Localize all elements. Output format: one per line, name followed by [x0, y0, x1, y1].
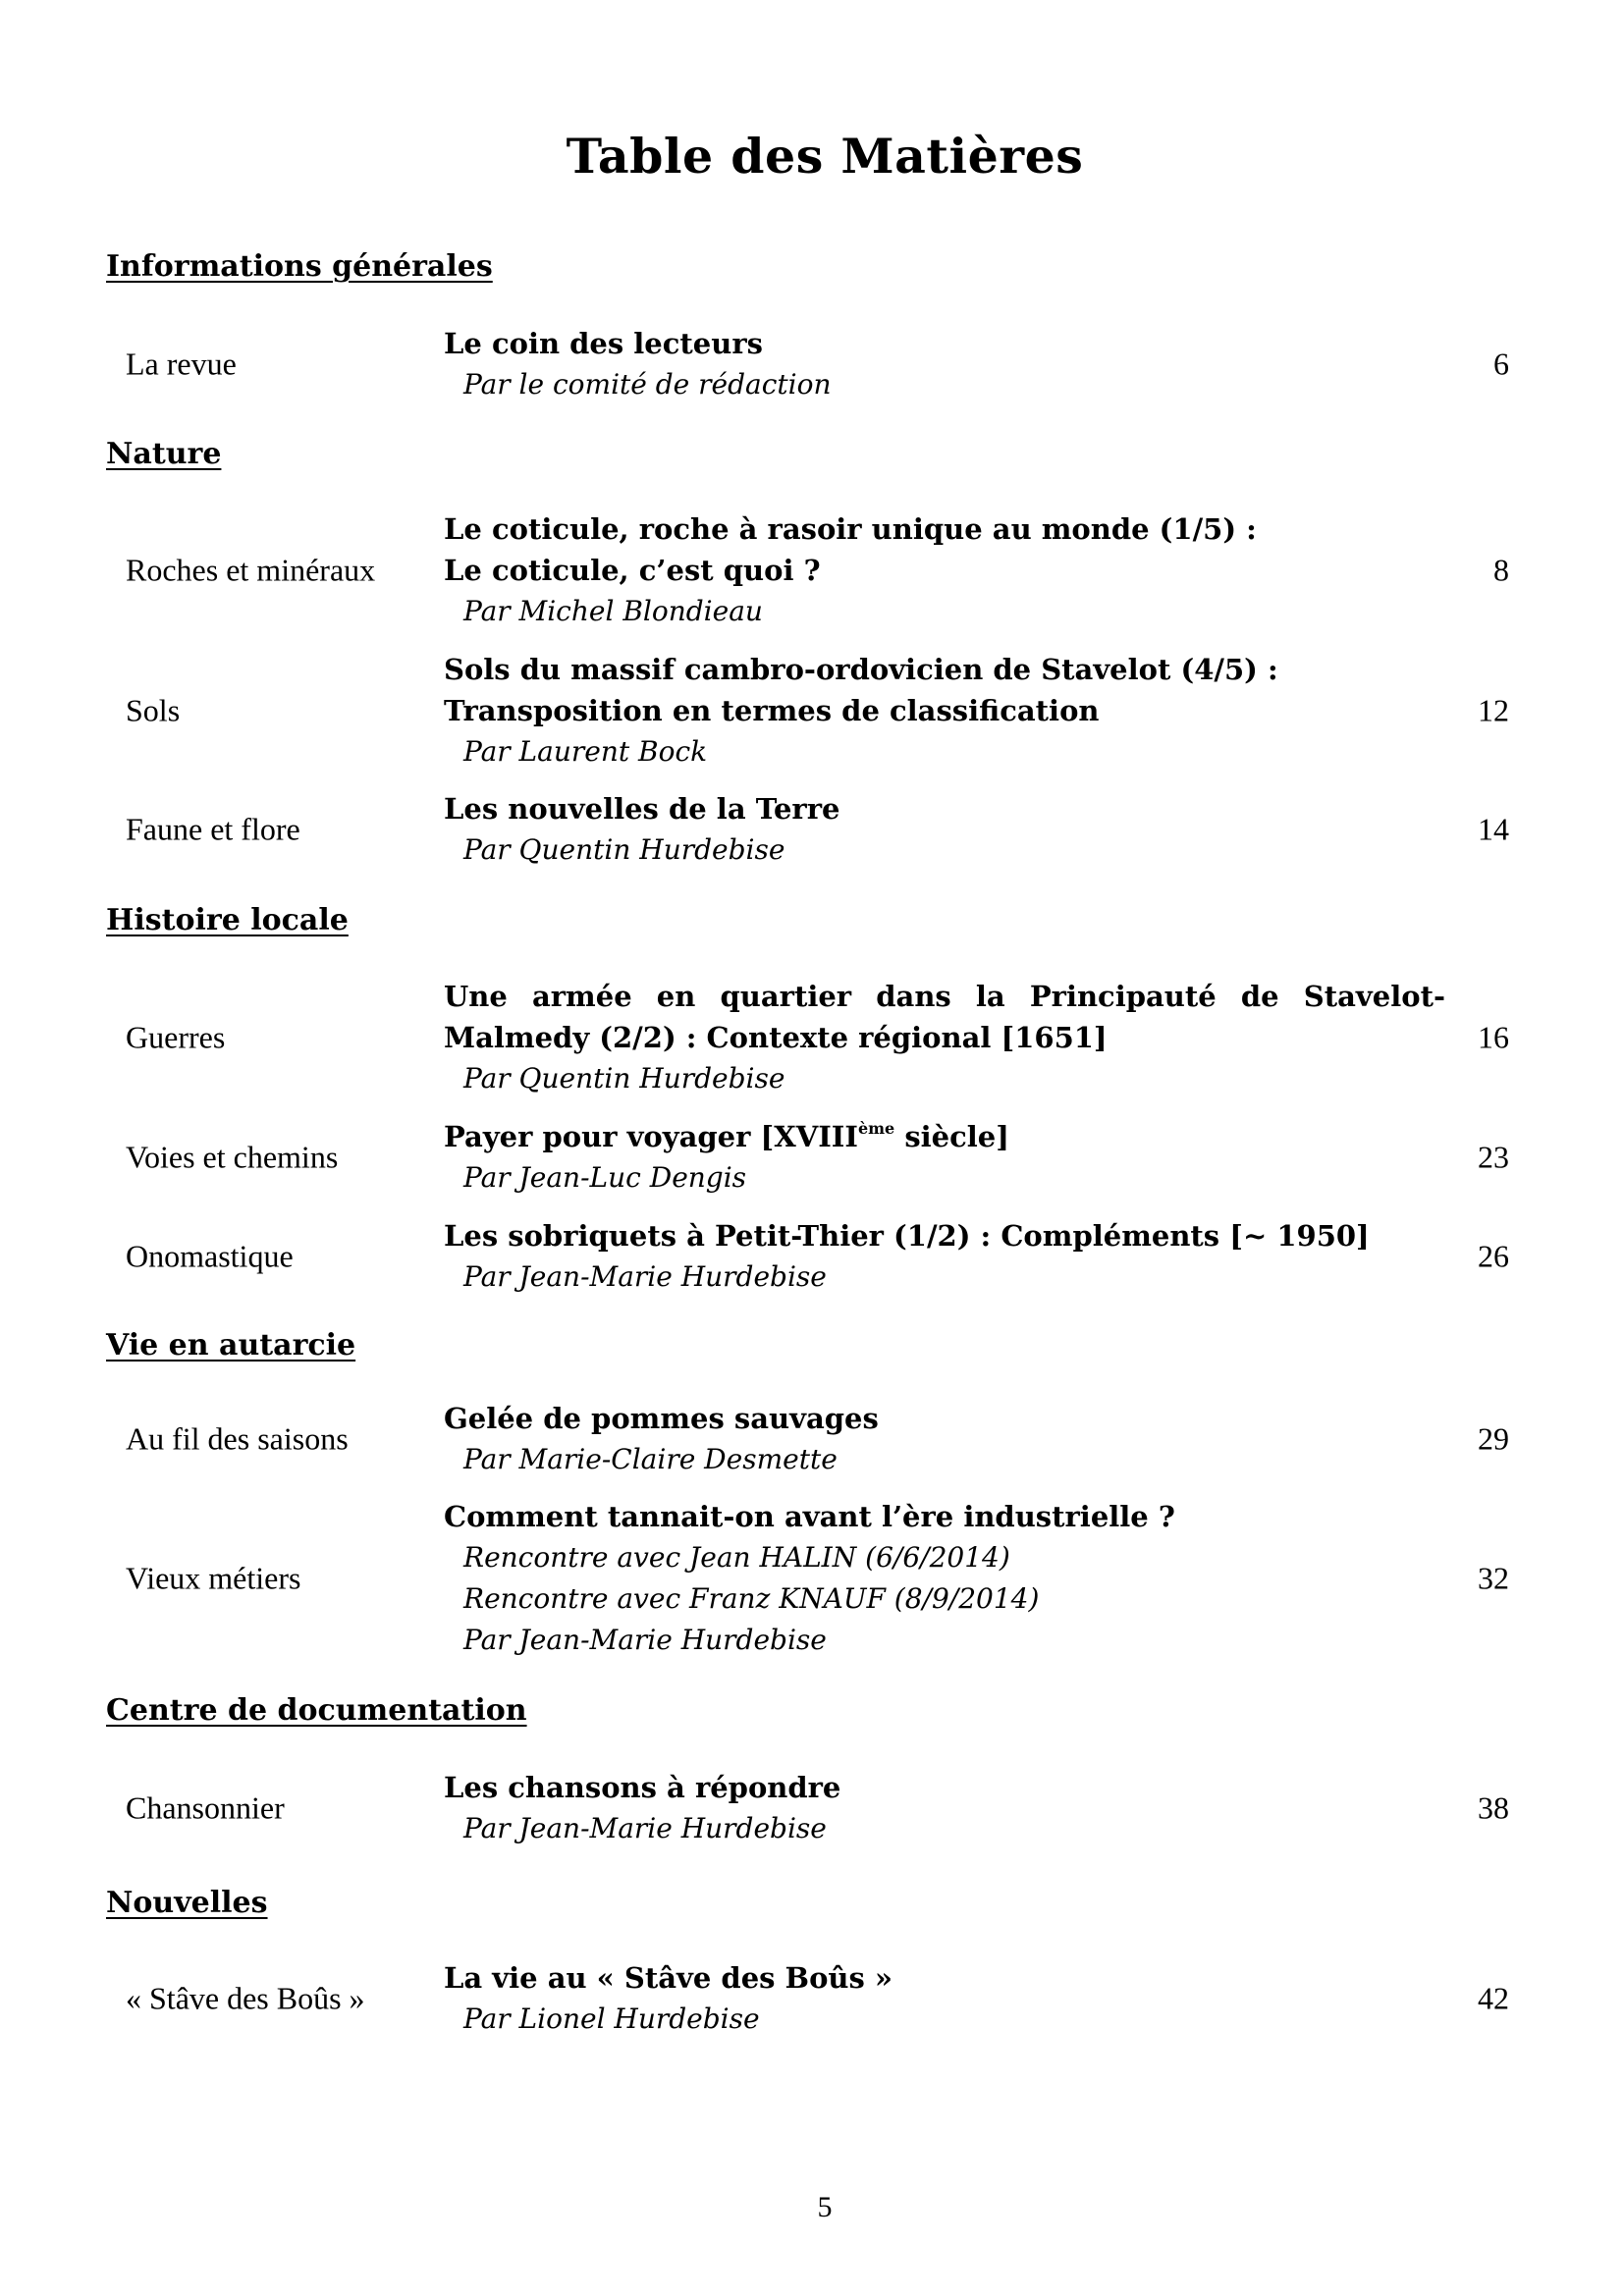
entry-rubric: Voies et chemins	[126, 1139, 339, 1175]
entry-rubric: Au fil des saisons	[126, 1420, 349, 1457]
toc-entry[interactable]	[0, 1767, 1623, 1849]
entry-rubric: La revue	[126, 346, 237, 382]
article-author: Par Jean-Luc Dengis	[463, 1161, 747, 1194]
entry-rubric: Sols	[126, 692, 181, 728]
article-title: Le coticule, c’est quoi ?	[444, 554, 821, 587]
entry-rubric: Faune et flore	[126, 811, 300, 847]
article-title: Les chansons à répondre	[444, 1771, 841, 1804]
entry-content	[444, 1957, 1445, 2040]
section-heading: Informations générales	[106, 249, 493, 284]
article-author: Par Jean-Marie Hurdebise	[463, 1260, 827, 1293]
article-author: Par Marie-Claire Desmette	[463, 1443, 838, 1475]
article-title: Les sobriquets à Petit-Thier (1/2) : Compléments [~ 1950]	[444, 1219, 1370, 1253]
article-title: Comment tannait-on avant l’ère industrielle ?	[444, 1500, 1175, 1533]
article-title: Une armée en quartier dans la Principauté de Stavelot-	[444, 980, 1445, 1013]
page-number: 14	[1478, 811, 1509, 847]
entry-rubric: Onomastique	[126, 1238, 294, 1274]
page-title: Table des Matières	[566, 128, 1084, 185]
entry-content	[444, 976, 1445, 1099]
page-number: 32	[1478, 1560, 1509, 1596]
page-number: 38	[1478, 1789, 1509, 1826]
entry-content	[444, 1215, 1445, 1298]
article-title-part: Payer pour voyager [XVIII	[444, 1120, 858, 1153]
article-title: La vie au « Stâve des Boûs »	[444, 1961, 893, 1995]
superscript: ème	[857, 1119, 895, 1139]
page-number: 26	[1478, 1238, 1509, 1274]
article-byline: Rencontre avec Franz KNAUF (8/9/2014)	[463, 1582, 1040, 1615]
entry-content	[444, 508, 1445, 632]
entry-rubric: Chansonnier	[126, 1789, 285, 1826]
article-title: Malmedy (2/2) : Contexte régional [1651]	[444, 1021, 1108, 1054]
toc-entry[interactable]	[0, 1957, 1623, 2040]
entry-rubric: Vieux métiers	[126, 1560, 301, 1596]
toc-entry[interactable]	[0, 649, 1623, 773]
section-heading: Vie en autarcie	[106, 1328, 356, 1362]
article-byline: Rencontre avec Jean HALIN (6/6/2014)	[463, 1541, 1010, 1574]
article-title	[444, 1116, 1445, 1157]
entry-content	[444, 1116, 1445, 1199]
footer-page-number: 5	[817, 2191, 833, 2223]
toc-entry[interactable]	[0, 508, 1623, 632]
toc-entry[interactable]	[0, 323, 1623, 405]
article-author: Par Laurent Bock	[463, 735, 708, 768]
section-heading: Nouvelles	[106, 1886, 268, 1920]
page-number: 6	[1493, 346, 1509, 382]
entry-content	[444, 1496, 1445, 1661]
article-title: Sols du massif cambro-ordovicien de Stavelot (4/5) :	[444, 653, 1278, 686]
article-title: Le coticule, roche à rasoir unique au monde (1/5) :	[444, 512, 1257, 546]
page-number: 23	[1478, 1139, 1509, 1175]
entry-rubric: « Stâve des Boûs »	[126, 1980, 365, 2016]
article-author: Par Quentin Hurdebise	[463, 1062, 785, 1095]
toc-entry[interactable]	[0, 1116, 1623, 1199]
article-author: Par le comité de rédaction	[463, 368, 832, 400]
article-author: Par Michel Blondieau	[463, 595, 763, 627]
article-title: Gelée de pommes sauvages	[444, 1402, 879, 1435]
toc-entry[interactable]	[0, 1215, 1623, 1298]
entry-rubric: Guerres	[126, 1019, 226, 1055]
article-title: Le coin des lecteurs	[444, 327, 763, 360]
article-author: Par Jean-Marie Hurdebise	[463, 1624, 827, 1656]
toc-entry[interactable]	[0, 976, 1623, 1099]
entry-rubric: Roches et minéraux	[126, 552, 376, 588]
article-author: Par Quentin Hurdebise	[463, 833, 785, 866]
page-number: 29	[1478, 1420, 1509, 1457]
section-heading: Centre de documentation	[106, 1693, 527, 1728]
toc-entry[interactable]	[0, 1496, 1623, 1661]
toc-entry[interactable]	[0, 1398, 1623, 1480]
page-number: 16	[1478, 1019, 1509, 1055]
page-number: 12	[1478, 692, 1509, 728]
page-number: 42	[1478, 1980, 1509, 2016]
section-heading: Nature	[106, 437, 222, 471]
article-title: Transposition en termes de classification	[444, 694, 1100, 727]
article-title: Les nouvelles de la Terre	[444, 792, 840, 826]
article-author: Par Jean-Marie Hurdebise	[463, 1812, 827, 1844]
article-title-part: siècle]	[894, 1120, 1009, 1153]
article-author: Par Lionel Hurdebise	[463, 2002, 760, 2035]
entry-content	[444, 323, 1445, 405]
section-heading: Histoire locale	[106, 903, 349, 937]
entry-content	[444, 1767, 1445, 1849]
toc-entry[interactable]	[0, 788, 1623, 871]
entry-content	[444, 788, 1445, 871]
entry-content	[444, 1398, 1445, 1480]
page-number: 8	[1493, 552, 1509, 588]
entry-content	[444, 649, 1445, 773]
